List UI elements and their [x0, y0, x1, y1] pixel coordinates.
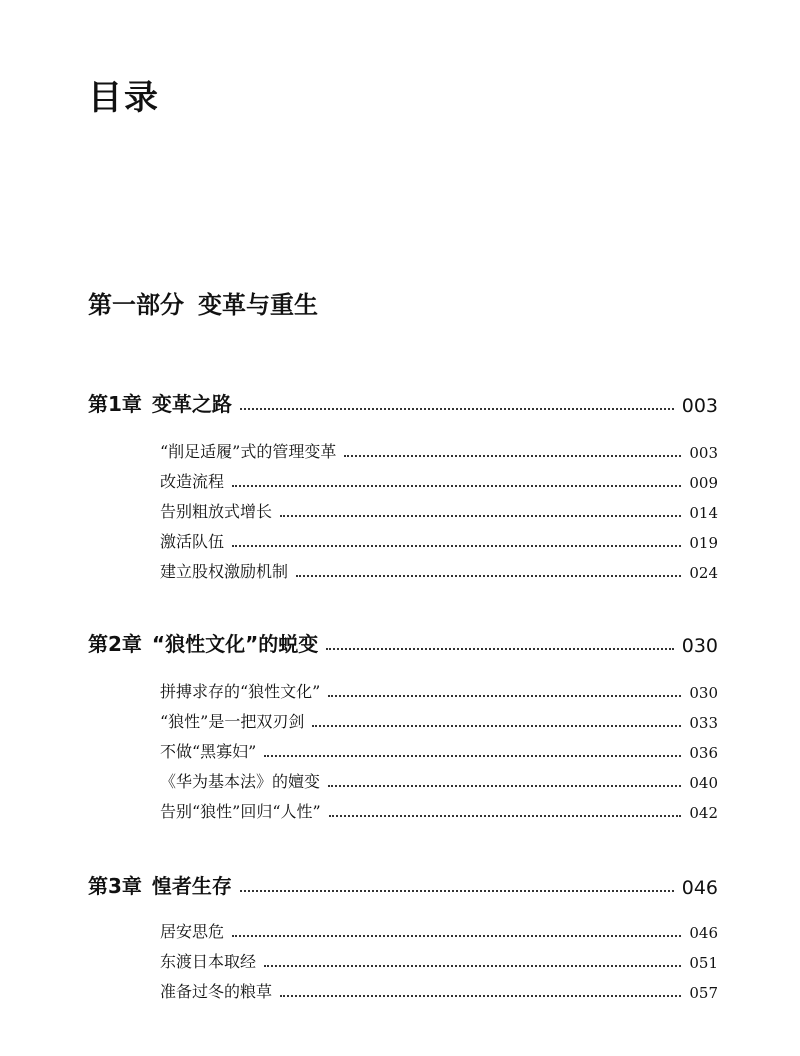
entry-title: 东渡日本取经	[160, 952, 257, 971]
entry-title: 告别粗放式增长	[160, 502, 273, 521]
entry-title: 居安思危	[160, 922, 225, 941]
entry-title: 准备过冬的粮草	[160, 982, 273, 1001]
entry-page-number: 051	[689, 954, 718, 972]
entry-page-number: 057	[689, 984, 718, 1002]
dot-leader	[280, 995, 681, 997]
entry-page-number: 014	[689, 504, 718, 522]
entry-title: 建立股权激励机制	[160, 562, 289, 581]
toc-entry[interactable]	[160, 738, 718, 762]
entry-title: 不做“黑寡妇”	[160, 742, 257, 761]
entry-page-number: 040	[689, 774, 718, 792]
toc-entry[interactable]	[160, 918, 718, 942]
dot-leader	[232, 485, 681, 487]
chapter-heading[interactable]	[88, 627, 718, 657]
dot-leader	[240, 408, 674, 410]
page-title: 目录	[88, 78, 160, 118]
toc-entry[interactable]	[160, 768, 718, 792]
dot-leader	[328, 785, 681, 787]
toc-entry[interactable]	[160, 798, 718, 822]
chapter-page-number: 030	[681, 635, 718, 657]
toc-entry[interactable]	[160, 708, 718, 732]
chapter-number: 第3章	[88, 874, 142, 898]
chapter-heading[interactable]	[88, 869, 718, 899]
entry-page-number: 046	[689, 924, 718, 942]
dot-leader	[328, 695, 681, 697]
toc-entry[interactable]	[160, 498, 718, 522]
chapter-page-number: 046	[681, 877, 718, 899]
entry-page-number: 019	[689, 534, 718, 552]
entry-page-number: 003	[689, 444, 718, 462]
toc-entry[interactable]	[160, 978, 718, 1002]
dot-leader	[264, 755, 681, 757]
entry-page-number: 030	[689, 684, 718, 702]
part-label: 第一部分	[88, 291, 184, 319]
entry-page-number: 033	[689, 714, 718, 732]
chapter-page-number: 003	[681, 395, 718, 417]
entry-title: “狼性”是一把双刃剑	[160, 712, 305, 731]
dot-leader	[296, 575, 681, 577]
dot-leader	[280, 515, 681, 517]
dot-leader	[264, 965, 681, 967]
chapter-title: “狼性文化”的蜕变	[151, 632, 319, 656]
entry-title: 告别“狼性”回归“人性”	[160, 802, 321, 821]
entry-page-number: 042	[689, 804, 718, 822]
entry-title: 《华为基本法》的嬗变	[160, 772, 321, 791]
chapter-title: 惶者生存	[151, 874, 232, 898]
dot-leader	[232, 935, 681, 937]
part-title	[88, 285, 318, 320]
dot-leader	[329, 815, 682, 817]
chapter-heading[interactable]	[88, 387, 718, 417]
dot-leader	[326, 648, 674, 650]
chapter-number: 第2章	[88, 632, 142, 656]
dot-leader	[312, 725, 681, 727]
entry-page-number: 024	[689, 564, 718, 582]
part-name: 变革与重生	[198, 291, 318, 319]
entry-title: 激活队伍	[160, 532, 225, 551]
entry-page-number: 036	[689, 744, 718, 762]
dot-leader	[240, 890, 674, 892]
entry-title: 拼搏求存的“狼性文化”	[160, 682, 321, 701]
toc-entry[interactable]	[160, 558, 718, 582]
toc-entry[interactable]	[160, 438, 718, 462]
chapter-title: 变革之路	[151, 392, 232, 416]
toc-entry[interactable]	[160, 948, 718, 972]
entry-page-number: 009	[689, 474, 718, 492]
dot-leader	[232, 545, 681, 547]
toc-entry[interactable]	[160, 528, 718, 552]
entry-title: 改造流程	[160, 472, 225, 491]
chapter-number: 第1章	[88, 392, 142, 416]
toc-entry[interactable]	[160, 468, 718, 492]
dot-leader	[344, 455, 681, 457]
toc-entry[interactable]	[160, 678, 718, 702]
entry-title: “削足适履”式的管理变革	[160, 442, 337, 461]
